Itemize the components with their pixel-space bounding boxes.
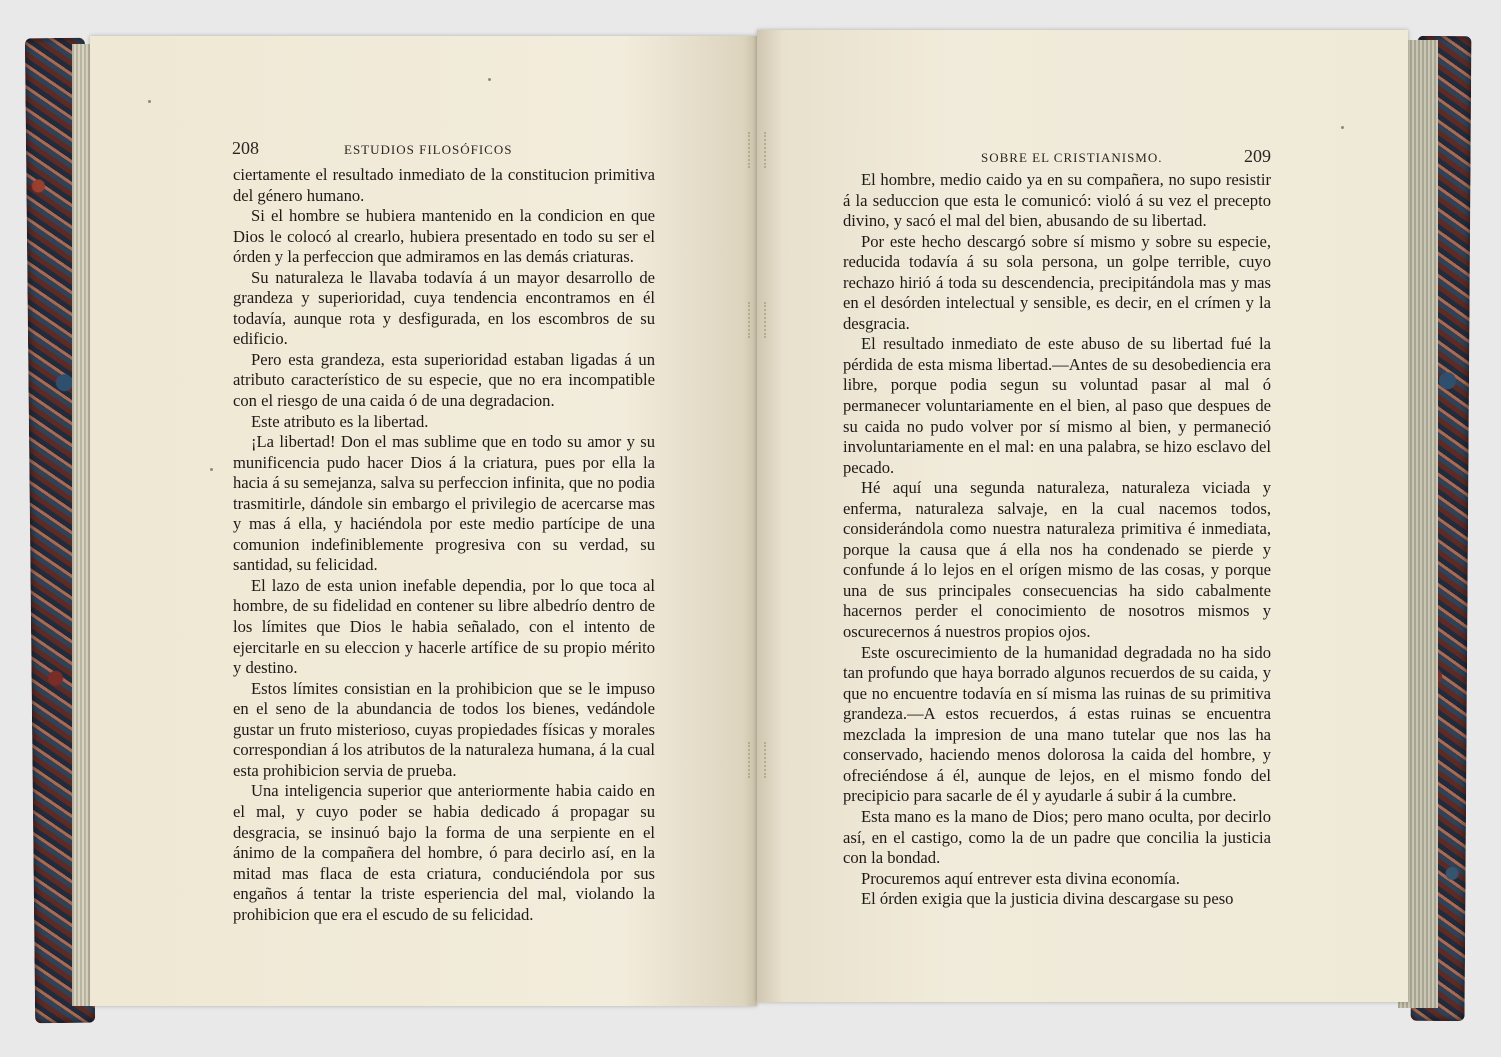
binding-thread [748,302,766,338]
paragraph: Este oscurecimiento de la humanidad degradada no ha sido tan profundo que haya borrado algunos recuerdos de su caida, y que no encuentre todavía en sí misma las ruinas de su primitiva grandeza.—A estos recuerdos, á estas ruinas se encuentra mezclada la impresion de una mano tutelar que nos las ha conservado, haciendo menos dolorosa la caida del hombre, y ofreciéndose á él, aunque de lejos, en el mismo fondo del precipicio para sacarle de él y ayudarle á subir á la cumbre. [843,642,1271,806]
paragraph: El hombre, medio caido ya en su compañera, no supo resistir á la seduccion que esta le comunicó: violó á su vez el precepto divino, y sacó el mal del bien, abusando de su libertad. [843,170,1271,231]
paragraph: Su naturaleza le llavaba todavía á un mayor desarrollo de grandeza y superioridad, cuya tendencia encontramos en él todavía, aunque rota y desfigurada, en los escombros de su edificio. [233,267,655,349]
paragraph: Este atributo es la libertad. [251,411,429,431]
running-head [757,134,1408,166]
paragraph: Estos límites consistian en la prohibicion que se le impuso en el seno de la abundancia de todos los bienes, vedándole gustar un fruto misterioso, cuyas propiedades físicas y morales correspondian á los atributos de la naturaleza humana, á la cual esta prohibicion servia de prueba. [233,678,655,780]
paragraph: Hé aquí una segunda naturaleza, naturaleza viciada y enferma, naturaleza salvaje, en la cual nacemos todos, considerándola como nuestra naturaleza primitiva é inmediata, porque la causa que á ella nos ha condenado se pierde y confunde á lo lejos en el orígen mismo de las cosas, y porque una de sus principales consecuencias ha sido cabalmente hacernos perder el conocimiento de nosotros mismos y oscurecernos á nuestros propios ojos. [843,478,1271,642]
binding-thread [748,742,766,778]
paragraph: Una inteligencia superior que anteriormente habia caido en el mal, y cuyo poder se habia dedicado á propagar su desgracia, se insinuó bajo la forma de una serpiente en el ánimo de la compañera del hombre, ó para decirlo así, en la mitad mas flaca de esta criatura, conduciéndola por sus engaños á tentar la triste esperiencia del mal, violando la prohibicion que era el escudo de su felicidad. [233,781,655,924]
right-page [757,30,1408,1002]
left-page [90,36,757,1006]
paragraph: El lazo de esta union inefable dependia, por lo que toca al hombre, de su fidelidad en contener su libre albedrío dentro de los límites que Dios le habia señalado, con el intento de ejercitarle en su eleccion y hacerle artífice de su propio mérito y destino. [233,575,655,678]
body-text [843,170,1271,910]
running-head-title: ESTUDIOS FILOSÓFICOS [344,142,513,157]
paper-speck [148,100,151,103]
body-text [233,165,655,925]
paragraph: El resultado inmediato de este abuso de su libertad fué la pérdida de esta misma libertad.—Antes de su desobediencia era libre, porque podia segun su voluntad pasar al mal ó permanecer voluntariamente en el bien, al paso que despues de su caida no pudo volver por sí mismo al bien, y permaneció involuntariamente en el mal: en una palabra, se hizo esclavo del pecado. [843,334,1271,477]
paragraph: ciertamente el resultado inmediato de la constitucion primitiva del género humano. [233,165,655,205]
paragraph: Procuremos aquí entrever esta divina economía. [861,868,1180,888]
paragraph: Esta mano es la mano de Dios; pero mano oculta, por decirlo así, en el castigo, como la de un padre que concilia la justicia con la bondad. [843,806,1271,868]
running-head-title: SOBRE EL CRISTIANISMO. [981,150,1163,165]
running-head [90,140,757,164]
paragraph: Por este hecho descargó sobre sí mismo y sobre su especie, reducida todavía á su sola persona, un golpe terrible, cuyo rechazo hirió á toda su descendencia, precipitándola mas y mas en el desórden intelectual y sensible, es decir, en el crímen y la desgracia. [843,231,1271,333]
paragraph: Pero esta grandeza, esta superioridad estaban ligadas á un atributo característico de su especie, que no era incompatible con el riesgo de una caida ó de una degradacion. [233,349,655,411]
paper-speck [210,468,213,471]
paper-speck [1341,126,1344,129]
paragraph: ¡La libertad! Don el mas sublime que en todo su amor y su munificencia pudo hacer Dios á la criatura, pues por ella la hacia á su semejanza, salva su perfeccion infinita, que no podia trasmitirle, dándole sin embargo el privilegio de acercarse mas y mas á ella, y haciéndola por este medio partícipe de una comunion indefiniblemente progresiva con su verdad, su santidad, su felicidad. [233,432,655,575]
binding-thread [748,132,766,168]
paragraph: Si el hombre se hubiera mantenido en la condicion en que Dios le colocó al crearlo, hubiera presentado en todo su ser el órden y la perfeccion que admiramos en las demás criaturas. [233,206,655,267]
paragraph: El órden exigia que la justicia divina descargase su peso [861,889,1234,909]
page-number: 208 [232,138,259,158]
page-number: 209 [1244,146,1271,166]
paper-speck [488,78,491,81]
